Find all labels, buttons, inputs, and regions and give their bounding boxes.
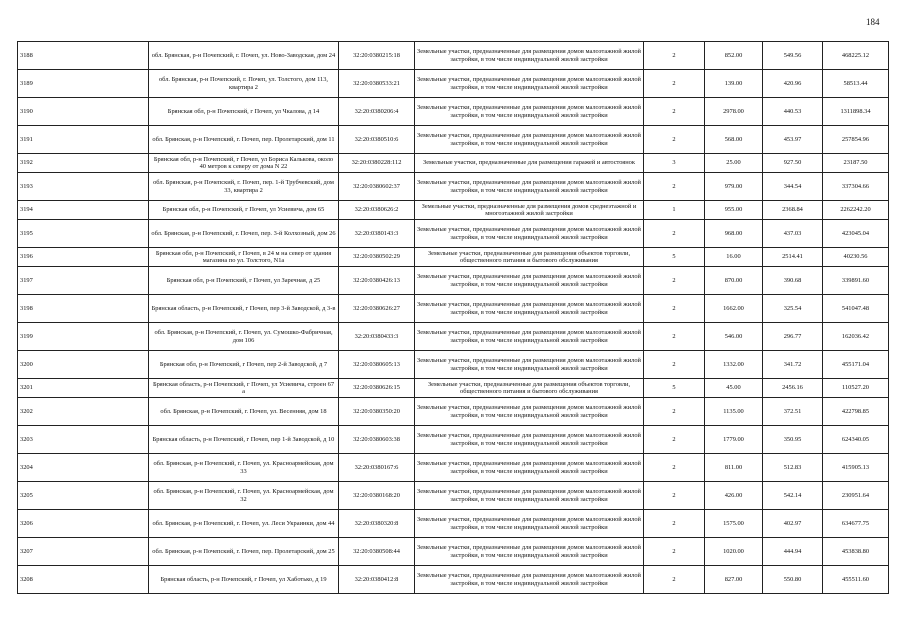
group-cell: 2 bbox=[644, 295, 705, 323]
row-number: 3194 bbox=[18, 201, 149, 220]
group-cell: 2 bbox=[644, 510, 705, 538]
cadastral-value-cell: 423045.04 bbox=[823, 220, 889, 248]
land-use-cell: Земельные участки, предназначенные для размещения домов среднеэтажной и многоэтажной жилой застройки bbox=[415, 201, 644, 220]
address-cell: Брянская обл, р-н Почепский, г Почеп, ул Усиевича, дом 65 bbox=[149, 201, 339, 220]
land-use-cell: Земельные участки, предназначенные для размещения домов малоэтажной жилой застройки, в том числе индивидуальной жилой застройки bbox=[415, 295, 644, 323]
cadastral-value-cell: 230951.64 bbox=[823, 482, 889, 510]
cadastral-number-cell: 32:20:0380206:4 bbox=[339, 98, 415, 126]
land-use-cell: Земельные участки, предназначенные для размещения домов малоэтажной жилой застройки, в том числе индивидуальной жилой застройки bbox=[415, 98, 644, 126]
specific-value-cell: 372.51 bbox=[763, 398, 823, 426]
address-cell: обл. Брянская, р-н Почепский, г. Почеп, ул. Толстого, дом 113, квартира 2 bbox=[149, 70, 339, 98]
specific-value-cell: 437.03 bbox=[763, 220, 823, 248]
specific-value-cell: 927.50 bbox=[763, 154, 823, 173]
address-cell: Брянская обл, р-н Почепский, г Почеп, ул Бориса Калькова, около 40 метров к северу от дома N 22 bbox=[149, 154, 339, 173]
group-cell: 1 bbox=[644, 201, 705, 220]
table-row bbox=[18, 70, 889, 98]
table-row bbox=[18, 454, 889, 482]
row-number: 3195 bbox=[18, 220, 149, 248]
cadastral-value-cell: 1311898.34 bbox=[823, 98, 889, 126]
address-cell: Брянская область, р-н Почепский, г Почеп, пер 1-й Заводской, д 10 bbox=[149, 426, 339, 454]
area-cell: 1662.00 bbox=[705, 295, 763, 323]
address-cell: обл. Брянская, р-н Почепский, г. Почеп, пер. Пролетарский, дом 25 bbox=[149, 538, 339, 566]
cadastral-number-cell: 32:20:0380502:29 bbox=[339, 248, 415, 267]
address-cell: Брянская область, р-н Почепский, г Почеп, пер 3-й Заводской, д 3-в bbox=[149, 295, 339, 323]
table-row bbox=[18, 295, 889, 323]
cadastral-value-cell: 415905.13 bbox=[823, 454, 889, 482]
cadastral-number-cell: 32:20:0380168:20 bbox=[339, 482, 415, 510]
group-cell: 2 bbox=[644, 538, 705, 566]
row-number: 3201 bbox=[18, 379, 149, 398]
table-row bbox=[18, 510, 889, 538]
area-cell: 1332.00 bbox=[705, 351, 763, 379]
land-use-cell: Земельные участки, предназначенные для размещения домов малоэтажной жилой застройки, в том числе индивидуальной жилой застройки bbox=[415, 126, 644, 154]
table-row bbox=[18, 173, 889, 201]
land-use-cell: Земельные участки, предназначенные для размещения гаражей и автостоянок bbox=[415, 154, 644, 173]
area-cell: 955.00 bbox=[705, 201, 763, 220]
address-cell: обл. Брянская, р-н Почепский, г. Почеп, ул. Ново-Заводская, дом 24 bbox=[149, 42, 339, 70]
area-cell: 811.00 bbox=[705, 454, 763, 482]
table-row bbox=[18, 220, 889, 248]
cadastral-number-cell: 32:20:0380320:8 bbox=[339, 510, 415, 538]
cadastral-number-cell: 32:20:0380433:3 bbox=[339, 323, 415, 351]
row-number: 3207 bbox=[18, 538, 149, 566]
address-cell: обл. Брянская, р-н Почепский, г. Почеп, ул. Красноармейская, дом 33 bbox=[149, 454, 339, 482]
cadastral-value-cell: 455171.04 bbox=[823, 351, 889, 379]
table-row bbox=[18, 323, 889, 351]
area-cell: 426.00 bbox=[705, 482, 763, 510]
area-cell: 827.00 bbox=[705, 566, 763, 594]
group-cell: 2 bbox=[644, 70, 705, 98]
row-number: 3196 bbox=[18, 248, 149, 267]
table-row bbox=[18, 398, 889, 426]
address-cell: Брянская область, р-н Почепский, г Почеп, ул Хаботько, д 19 bbox=[149, 566, 339, 594]
cadastral-value-cell: 339891.60 bbox=[823, 267, 889, 295]
address-cell: обл. Брянская, р-н Почепский, г. Почеп, ул. Красноармейская, дом 32 bbox=[149, 482, 339, 510]
area-cell: 1135.00 bbox=[705, 398, 763, 426]
row-number: 3192 bbox=[18, 154, 149, 173]
land-use-cell: Земельные участки, предназначенные для размещения домов малоэтажной жилой застройки, в том числе индивидуальной жилой застройки bbox=[415, 538, 644, 566]
address-cell: обл. Брянская, р-н Почепский, г. Почеп, ул. Весенняя, дом 18 bbox=[149, 398, 339, 426]
cadastral-value-cell: 422798.85 bbox=[823, 398, 889, 426]
specific-value-cell: 2514.41 bbox=[763, 248, 823, 267]
table-row bbox=[18, 154, 889, 173]
table-row bbox=[18, 538, 889, 566]
page-number: 184 bbox=[866, 17, 880, 27]
land-use-cell: Земельные участки, предназначенные для размещения домов малоэтажной жилой застройки, в том числе индивидуальной жилой застройки bbox=[415, 426, 644, 454]
land-use-cell: Земельные участки, предназначенные для размещения домов малоэтажной жилой застройки, в том числе индивидуальной жилой застройки bbox=[415, 267, 644, 295]
table-row bbox=[18, 267, 889, 295]
cadastral-number-cell: 32:20:0380426:13 bbox=[339, 267, 415, 295]
area-cell: 968.00 bbox=[705, 220, 763, 248]
group-cell: 2 bbox=[644, 42, 705, 70]
cadastral-number-cell: 32:20:0380626:2 bbox=[339, 201, 415, 220]
cadastral-value-cell: 2262242.20 bbox=[823, 201, 889, 220]
group-cell: 2 bbox=[644, 426, 705, 454]
row-number: 3204 bbox=[18, 454, 149, 482]
land-use-cell: Земельные участки, предназначенные для размещения домов малоэтажной жилой застройки, в том числе индивидуальной жилой застройки bbox=[415, 510, 644, 538]
specific-value-cell: 2368.84 bbox=[763, 201, 823, 220]
land-use-cell: Земельные участки, предназначенные для размещения домов малоэтажной жилой застройки, в том числе индивидуальной жилой застройки bbox=[415, 482, 644, 510]
specific-value-cell: 550.80 bbox=[763, 566, 823, 594]
land-use-cell: Земельные участки, предназначенные для размещения домов малоэтажной жилой застройки, в том числе индивидуальной жилой застройки bbox=[415, 566, 644, 594]
group-cell: 5 bbox=[644, 248, 705, 267]
cadastral-number-cell: 32:20:0380167:6 bbox=[339, 454, 415, 482]
row-number: 3197 bbox=[18, 267, 149, 295]
cadastral-number-cell: 32:20:0380603:38 bbox=[339, 426, 415, 454]
cadastral-number-cell: 32:20:0380626:27 bbox=[339, 295, 415, 323]
cadastral-value-cell: 257854.96 bbox=[823, 126, 889, 154]
address-cell: обл. Брянская, р-н Почепский, г. Почеп, пер. 1-й Трубчевский, дом 33, квартира 2 bbox=[149, 173, 339, 201]
address-cell: Брянская область, р-н Почепский, г Почеп, ул Усиевича, строен 67 а bbox=[149, 379, 339, 398]
area-cell: 45.00 bbox=[705, 379, 763, 398]
specific-value-cell: 542.14 bbox=[763, 482, 823, 510]
address-cell: Брянская обл, р-н Почепский, г Почеп, пер 2-й Заводской, д 7 bbox=[149, 351, 339, 379]
area-cell: 852.00 bbox=[705, 42, 763, 70]
area-cell: 546.00 bbox=[705, 323, 763, 351]
row-number: 3203 bbox=[18, 426, 149, 454]
specific-value-cell: 512.83 bbox=[763, 454, 823, 482]
cadastral-value-cell: 541047.48 bbox=[823, 295, 889, 323]
table-row bbox=[18, 98, 889, 126]
row-number: 3202 bbox=[18, 398, 149, 426]
cadastral-value-cell: 23187.50 bbox=[823, 154, 889, 173]
specific-value-cell: 341.72 bbox=[763, 351, 823, 379]
cadastral-value-cell: 468225.12 bbox=[823, 42, 889, 70]
table-row bbox=[18, 351, 889, 379]
land-use-cell: Земельные участки, предназначенные для размещения объектов торговли, общественного питания и бытового обслуживания bbox=[415, 379, 644, 398]
land-use-cell: Земельные участки, предназначенные для размещения домов малоэтажной жилой застройки, в том числе индивидуальной жилой застройки bbox=[415, 454, 644, 482]
land-use-cell: Земельные участки, предназначенные для размещения объектов торговли, общественного питания и бытового обслуживания bbox=[415, 248, 644, 267]
specific-value-cell: 325.54 bbox=[763, 295, 823, 323]
specific-value-cell: 350.95 bbox=[763, 426, 823, 454]
table-row bbox=[18, 126, 889, 154]
area-cell: 1020.00 bbox=[705, 538, 763, 566]
row-number: 3198 bbox=[18, 295, 149, 323]
land-use-cell: Земельные участки, предназначенные для размещения домов малоэтажной жилой застройки, в том числе индивидуальной жилой застройки bbox=[415, 220, 644, 248]
address-cell: Брянская обл, р-н Почепский, г Почеп, ул Заречная, д 25 bbox=[149, 267, 339, 295]
register-body bbox=[18, 42, 889, 594]
group-cell: 2 bbox=[644, 454, 705, 482]
specific-value-cell: 296.77 bbox=[763, 323, 823, 351]
land-use-cell: Земельные участки, предназначенные для размещения домов малоэтажной жилой застройки, в том числе индивидуальной жилой застройки bbox=[415, 70, 644, 98]
table-row bbox=[18, 248, 889, 267]
specific-value-cell: 549.56 bbox=[763, 42, 823, 70]
area-cell: 568.00 bbox=[705, 126, 763, 154]
address-cell: обл. Брянская, р-н Почепский, г. Почеп, пер. Пролетарский, дом 11 bbox=[149, 126, 339, 154]
cadastral-number-cell: 32:20:0380350:20 bbox=[339, 398, 415, 426]
cadastral-number-cell: 32:20:0380215:18 bbox=[339, 42, 415, 70]
specific-value-cell: 444.94 bbox=[763, 538, 823, 566]
cadastral-number-cell: 32:20:0380626:15 bbox=[339, 379, 415, 398]
cadastral-value-cell: 58513.44 bbox=[823, 70, 889, 98]
address-cell: обл. Брянская, р-н Почепский, г. Почеп, пер. 3-й Колхозный, дом 26 bbox=[149, 220, 339, 248]
cadastral-value-cell: 162036.42 bbox=[823, 323, 889, 351]
cadastral-number-cell: 32:20:0380412:8 bbox=[339, 566, 415, 594]
table-row bbox=[18, 566, 889, 594]
land-use-cell: Земельные участки, предназначенные для размещения домов малоэтажной жилой застройки, в том числе индивидуальной жилой застройки bbox=[415, 323, 644, 351]
row-number: 3208 bbox=[18, 566, 149, 594]
row-number: 3189 bbox=[18, 70, 149, 98]
group-cell: 2 bbox=[644, 351, 705, 379]
area-cell: 16.00 bbox=[705, 248, 763, 267]
cadastral-number-cell: 32:20:0380228:112 bbox=[339, 154, 415, 173]
row-number: 3200 bbox=[18, 351, 149, 379]
address-cell: Брянская обл, р-н Почепский, г Почеп, в 24 м на север от здания магазина по ул. Толстого, N1а bbox=[149, 248, 339, 267]
specific-value-cell: 402.97 bbox=[763, 510, 823, 538]
address-cell: Брянская обл, р-н Почепский, г Почеп, ул Чкалова, д 14 bbox=[149, 98, 339, 126]
table-row bbox=[18, 426, 889, 454]
area-cell: 1779.00 bbox=[705, 426, 763, 454]
land-use-cell: Земельные участки, предназначенные для размещения домов малоэтажной жилой застройки, в том числе индивидуальной жилой застройки bbox=[415, 398, 644, 426]
cadastral-value-cell: 453838.80 bbox=[823, 538, 889, 566]
cadastral-number-cell: 32:20:0380602:37 bbox=[339, 173, 415, 201]
specific-value-cell: 344.54 bbox=[763, 173, 823, 201]
specific-value-cell: 420.96 bbox=[763, 70, 823, 98]
cadastral-value-cell: 624340.05 bbox=[823, 426, 889, 454]
address-cell: обл. Брянская, р-н Почепский, г. Почеп, ул. Леси Украинки, дом 44 bbox=[149, 510, 339, 538]
row-number: 3206 bbox=[18, 510, 149, 538]
group-cell: 2 bbox=[644, 98, 705, 126]
row-number: 3190 bbox=[18, 98, 149, 126]
specific-value-cell: 390.68 bbox=[763, 267, 823, 295]
area-cell: 870.00 bbox=[705, 267, 763, 295]
land-use-cell: Земельные участки, предназначенные для размещения домов малоэтажной жилой застройки, в том числе индивидуальной жилой застройки bbox=[415, 351, 644, 379]
group-cell: 2 bbox=[644, 398, 705, 426]
cadastral-value-cell: 455511.60 bbox=[823, 566, 889, 594]
specific-value-cell: 453.97 bbox=[763, 126, 823, 154]
specific-value-cell: 440.53 bbox=[763, 98, 823, 126]
cadastral-number-cell: 32:20:0380533:21 bbox=[339, 70, 415, 98]
table-row bbox=[18, 482, 889, 510]
group-cell: 2 bbox=[644, 482, 705, 510]
row-number: 3188 bbox=[18, 42, 149, 70]
area-cell: 979.00 bbox=[705, 173, 763, 201]
group-cell: 2 bbox=[644, 126, 705, 154]
row-number: 3205 bbox=[18, 482, 149, 510]
address-cell: обл. Брянская, р-н Почепский, г. Почеп, ул. Сумошко-Фабричная, дом 106 bbox=[149, 323, 339, 351]
area-cell: 1575.00 bbox=[705, 510, 763, 538]
group-cell: 2 bbox=[644, 267, 705, 295]
land-register-table bbox=[17, 41, 889, 594]
table-row bbox=[18, 42, 889, 70]
group-cell: 2 bbox=[644, 323, 705, 351]
area-cell: 139.00 bbox=[705, 70, 763, 98]
group-cell: 2 bbox=[644, 566, 705, 594]
table-row bbox=[18, 201, 889, 220]
cadastral-number-cell: 32:20:0380510:6 bbox=[339, 126, 415, 154]
land-use-cell: Земельные участки, предназначенные для размещения домов малоэтажной жилой застройки, в том числе индивидуальной жилой застройки bbox=[415, 173, 644, 201]
cadastral-value-cell: 110527.20 bbox=[823, 379, 889, 398]
area-cell: 25.00 bbox=[705, 154, 763, 173]
group-cell: 5 bbox=[644, 379, 705, 398]
table-row bbox=[18, 379, 889, 398]
cadastral-number-cell: 32:20:0380605:13 bbox=[339, 351, 415, 379]
land-use-cell: Земельные участки, предназначенные для размещения домов малоэтажной жилой застройки, в том числе индивидуальной жилой застройки bbox=[415, 42, 644, 70]
area-cell: 2978.00 bbox=[705, 98, 763, 126]
cadastral-number-cell: 32:20:0380508:44 bbox=[339, 538, 415, 566]
cadastral-value-cell: 634677.75 bbox=[823, 510, 889, 538]
group-cell: 2 bbox=[644, 220, 705, 248]
cadastral-value-cell: 337304.66 bbox=[823, 173, 889, 201]
cadastral-number-cell: 32:20:0380143:3 bbox=[339, 220, 415, 248]
row-number: 3193 bbox=[18, 173, 149, 201]
group-cell: 3 bbox=[644, 154, 705, 173]
cadastral-value-cell: 40230.56 bbox=[823, 248, 889, 267]
group-cell: 2 bbox=[644, 173, 705, 201]
row-number: 3199 bbox=[18, 323, 149, 351]
specific-value-cell: 2456.16 bbox=[763, 379, 823, 398]
row-number: 3191 bbox=[18, 126, 149, 154]
